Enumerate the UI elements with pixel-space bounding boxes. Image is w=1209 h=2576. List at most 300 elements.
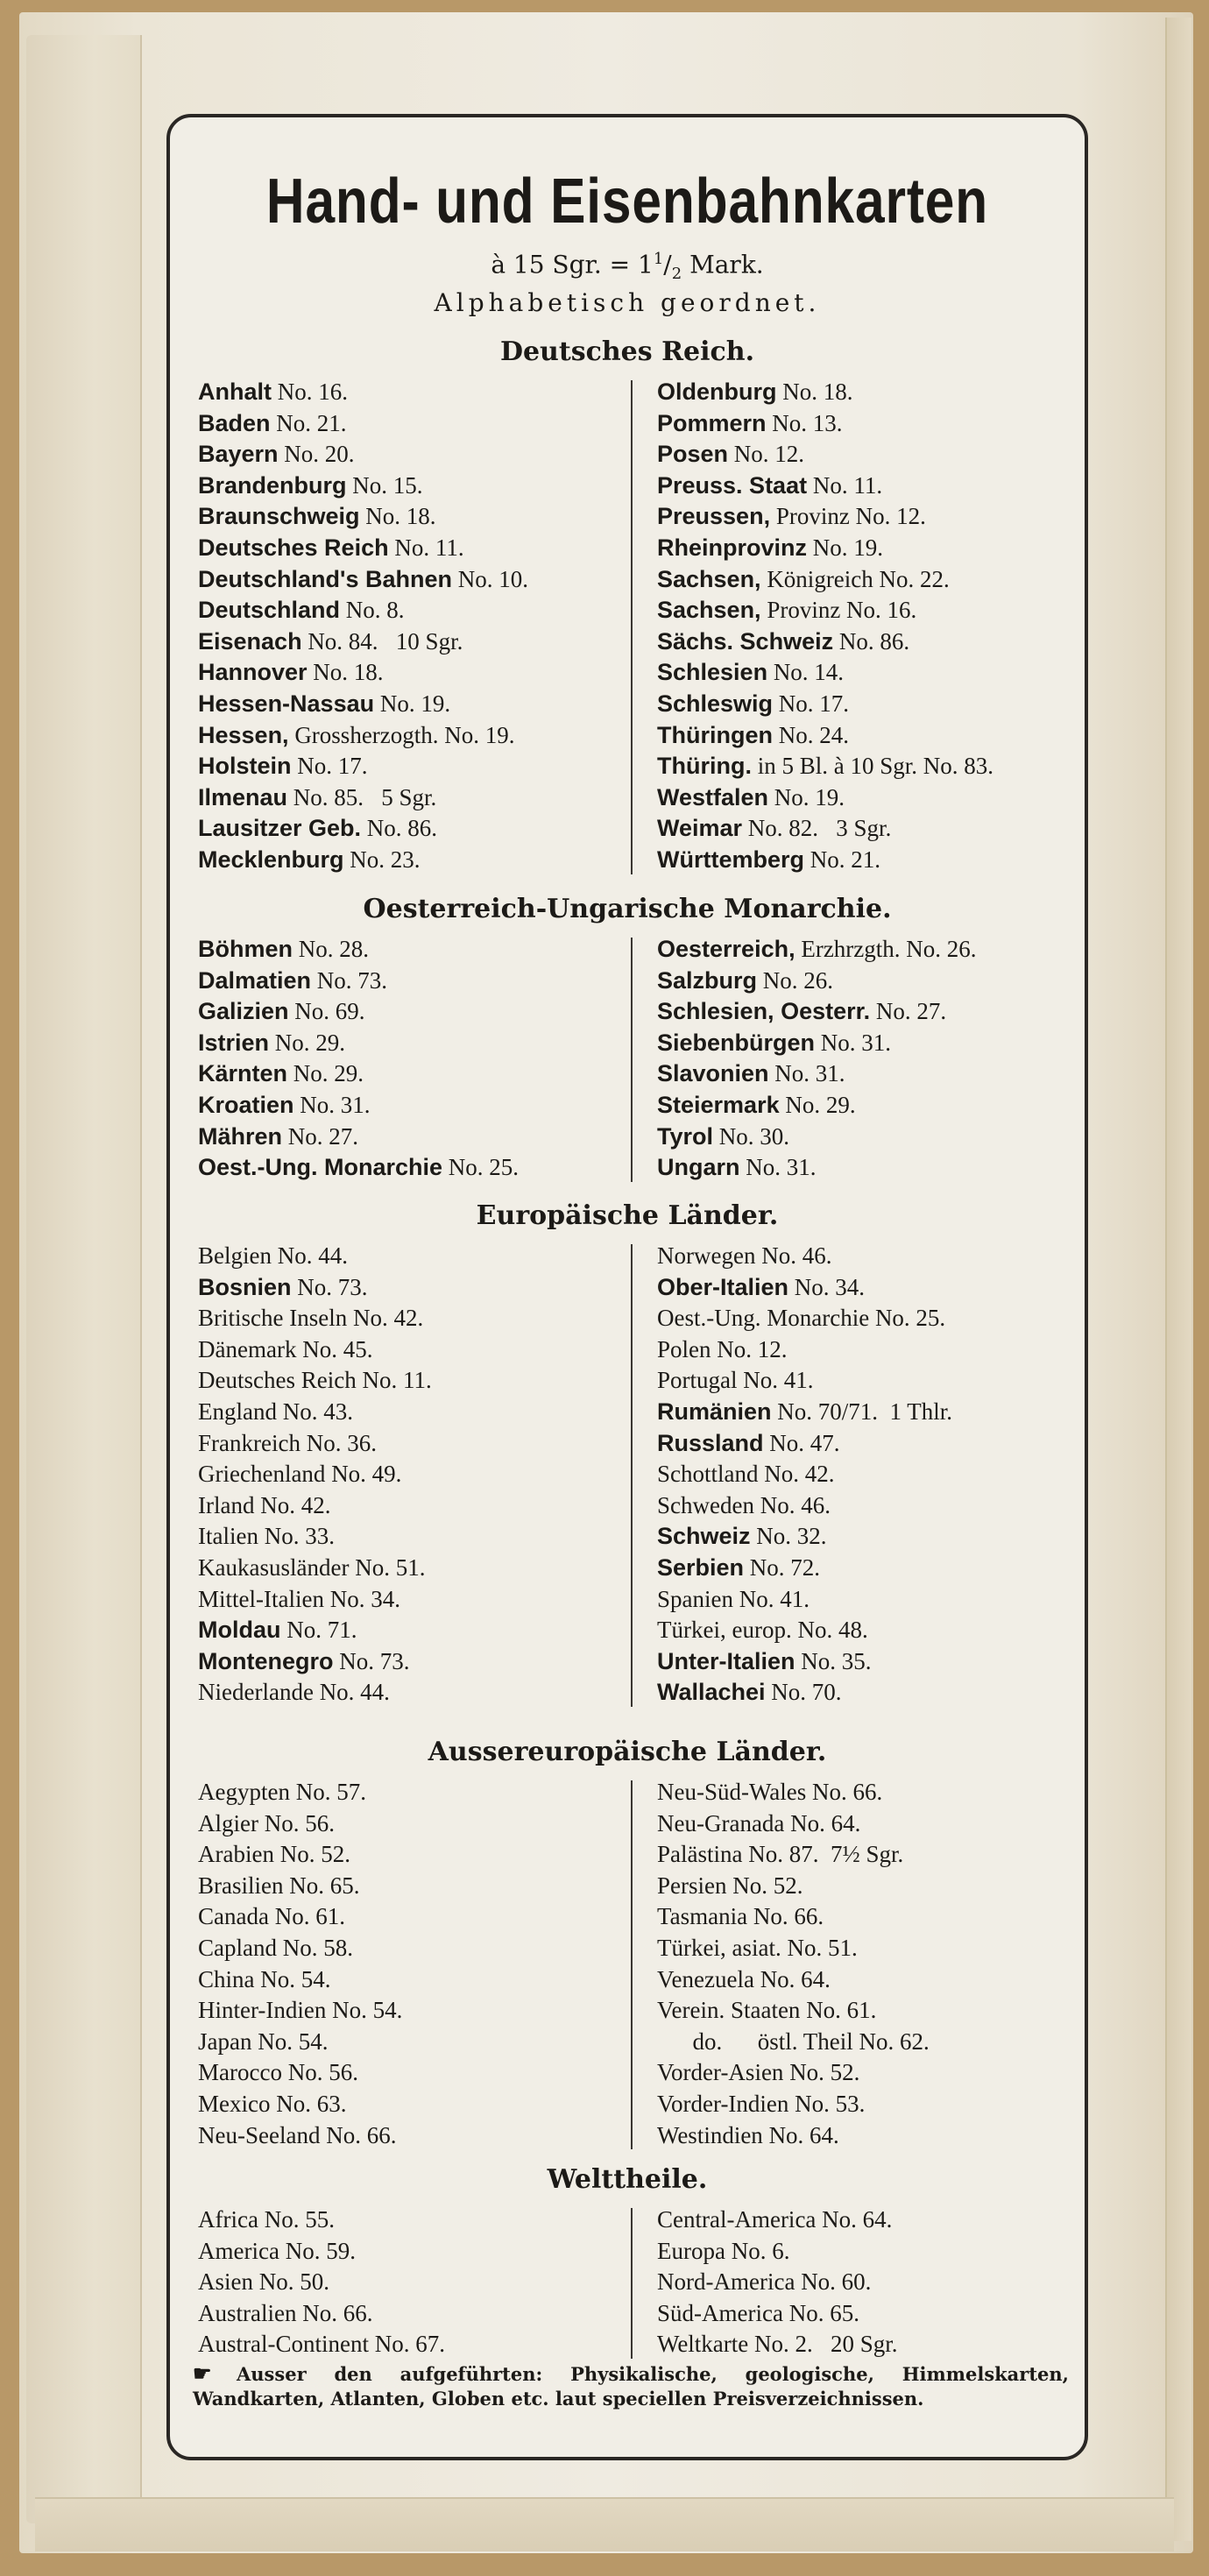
bottom-fold-flap [35, 2497, 1174, 2551]
map-number: No. 12. [728, 441, 805, 468]
map-name: Russland [657, 1429, 764, 1456]
list-item [198, 1272, 432, 1304]
list-item [657, 1303, 952, 1334]
map-number: No. 47. [763, 1429, 840, 1456]
map-name: Australien [198, 2299, 297, 2326]
map-number: No. 11. [807, 471, 883, 499]
list-item [198, 1871, 402, 1902]
list-item [657, 1459, 952, 1490]
map-name: Sachsen, [657, 597, 761, 624]
map-number: No. 86. [361, 815, 438, 842]
map-number: No. 23. [343, 846, 421, 873]
map-number: No. 25. [442, 1154, 520, 1181]
map-name: Neu-Seeland [198, 2121, 321, 2148]
map-name: Mittel-Italien [198, 1585, 324, 1612]
map-number: No. 32. [750, 1523, 827, 1550]
map-name: Tasmania [657, 1903, 748, 1930]
map-number: No. 31. [739, 1154, 817, 1181]
map-number: No. 73. [311, 966, 388, 994]
list-column-left [198, 1777, 402, 2151]
list-item [657, 408, 993, 440]
list-item [657, 377, 993, 408]
map-name: Westindien [657, 2121, 763, 2148]
map-name: Thüringen [657, 721, 773, 748]
map-number: No. 53. [788, 2090, 866, 2117]
map-name: Böhmen [198, 936, 293, 962]
map-number: No. 54. [326, 1997, 403, 2024]
list-item [657, 751, 993, 782]
map-name: Neu-Süd-Wales [657, 1779, 807, 1805]
map-number: Grossherzogth. No. 19. [288, 721, 515, 748]
map-number: No. 51. [349, 1553, 426, 1581]
map-name: Niederlande [198, 1679, 314, 1706]
map-number: No. 59. [279, 2237, 356, 2264]
map-number: No. 27. [870, 998, 947, 1025]
price-fraction-denominator: 2 [671, 264, 682, 283]
map-number: No. 82. 3 Sgr. [742, 815, 892, 842]
map-number: No. 19. [807, 534, 884, 561]
map-number: No. 45. [296, 1335, 373, 1362]
map-number: No. 14. [767, 659, 845, 686]
map-name: Lausitzer Geb. [198, 815, 362, 842]
map-number: No. 85. 5 Sgr. [287, 783, 437, 810]
map-number: No. 60. [795, 2268, 872, 2296]
map-number: No. 15. [346, 471, 423, 499]
list-item [198, 1839, 402, 1871]
map-name: England [198, 1398, 277, 1425]
map-number: No. 42. [758, 1461, 835, 1488]
map-name: Capland [198, 1934, 277, 1961]
map-name: China [198, 1965, 255, 1992]
list-item [198, 377, 528, 408]
map-name: Pommern [657, 409, 767, 436]
map-number: No. 70. [765, 1679, 842, 1706]
map-number: No. 30. [713, 1122, 790, 1150]
map-number: Provinz No. 12. [770, 503, 926, 530]
section-heading: Oesterreich-Ungarische Monarchie. [363, 894, 892, 924]
map-name: Unter-Italien [657, 1647, 795, 1674]
map-number: No. 54. [254, 1965, 331, 1992]
map-number: No. 21. [270, 409, 347, 436]
list-item [198, 1521, 432, 1553]
map-number: No. 16. [272, 379, 348, 405]
map-number: Provinz No. 16. [760, 597, 917, 624]
list-item [198, 1490, 432, 1522]
map-number: No. 50. [253, 2268, 329, 2296]
map-number: No. 44. [271, 1242, 348, 1269]
map-number: No. 35. [795, 1647, 872, 1674]
map-name: Hessen-Nassau [198, 690, 375, 717]
list-item [657, 439, 993, 471]
map-name: Weltkarte [657, 2331, 749, 2358]
list-item [198, 564, 528, 596]
map-name: Britische Inseln [198, 1305, 348, 1332]
list-item [657, 966, 977, 997]
map-number: asiat. No. 51. [725, 1934, 858, 1961]
map-name: Deutsches Reich [198, 1367, 357, 1394]
map-name: Hessen, [198, 721, 289, 748]
map-number: No. 17. [773, 690, 850, 717]
list-item [198, 1122, 519, 1153]
map-name: Norwegen [657, 1242, 756, 1269]
price-unit: Mark. [682, 250, 764, 280]
map-number: No. 19. [374, 690, 451, 717]
list-item [657, 1871, 930, 1902]
list-item [198, 1553, 432, 1584]
list-item [657, 2057, 930, 2089]
map-name: Mexico [198, 2090, 271, 2117]
map-name: Dalmatien [198, 966, 312, 994]
map-name: Asien [198, 2268, 253, 2296]
map-name: Weimar [657, 815, 743, 842]
map-number: No. 36. [300, 1429, 377, 1456]
map-name: Steiermark [657, 1091, 780, 1118]
map-name: Oest.-Ung. Monarchie [198, 1154, 443, 1181]
map-number: europ. No. 48. [725, 1617, 868, 1644]
map-name: Türkei, [657, 1934, 726, 1961]
map-name: Verein. Staaten [657, 1997, 801, 2024]
list-item [657, 1839, 930, 1871]
left-fold-flap [26, 35, 142, 2523]
map-name: Belgien [198, 1242, 272, 1269]
list-item [657, 1365, 952, 1397]
map-number: No. 29. [779, 1091, 856, 1118]
column-divider [631, 2208, 633, 2359]
map-name: Persien [657, 1872, 727, 1899]
list-item [198, 2267, 445, 2298]
map-name: Schweden [657, 1491, 754, 1518]
list-item [657, 1615, 952, 1646]
map-name: Anhalt [198, 379, 272, 405]
map-name: Preussen, [657, 503, 771, 530]
map-number: östl. Theil No. 62. [722, 2028, 930, 2055]
map-name: Aegypten [198, 1779, 290, 1805]
map-name: Brasilien [198, 1872, 284, 1899]
list-item [657, 2267, 898, 2298]
list-item [198, 782, 528, 814]
map-name: Sächs. Schweiz [657, 627, 834, 655]
map-number: No. 65. [283, 1872, 360, 1899]
map-name: Kärnten [198, 1060, 288, 1087]
map-number: Königreich No. 22. [760, 565, 950, 592]
list-column-left [198, 1241, 432, 1709]
list-item [657, 1272, 952, 1304]
map-name: America [198, 2237, 279, 2264]
map-number: No. 66. [747, 1903, 824, 1930]
right-fold-flap [1165, 18, 1191, 2541]
list-item [198, 1365, 432, 1397]
map-name: Hinter-Indien [198, 1997, 327, 2024]
map-name: Europa [657, 2237, 725, 2264]
list-item [198, 1901, 402, 1933]
map-name: Griechenland [198, 1461, 326, 1488]
list-item [657, 845, 993, 876]
map-name: Galizien [198, 998, 289, 1025]
map-number: No. 44. [313, 1679, 390, 1706]
list-item [657, 1553, 952, 1584]
section-heading: Deutsches Reich. [499, 336, 755, 367]
map-name: Dänemark [198, 1335, 297, 1362]
list-item [198, 2057, 402, 2089]
map-name: Siebenbürgen [657, 1029, 816, 1056]
map-number: No. 46. [753, 1491, 831, 1518]
list-column-right [657, 2204, 898, 2360]
map-name: Istrien [198, 1029, 270, 1056]
map-name: Irland [198, 1491, 255, 1518]
list-item [657, 934, 977, 966]
map-name: Spanien [657, 1585, 733, 1612]
map-number: No. 52. [783, 2059, 860, 2086]
map-number: No. 66. [806, 1779, 883, 1805]
map-name: Portugal [657, 1367, 738, 1394]
map-number: No. 18. [776, 379, 853, 405]
map-number: No. 63. [270, 2090, 347, 2117]
map-number: No. 11. [356, 1367, 432, 1394]
list-item [657, 2298, 898, 2330]
map-number: in 5 Bl. à 10 Sgr. No. 83. [751, 753, 993, 780]
map-number: No. 8. [340, 597, 405, 624]
map-number: No. 26. [757, 966, 834, 994]
map-name: Japan [198, 2028, 252, 2055]
list-item [657, 1521, 952, 1553]
map-name: Süd-America [657, 2299, 783, 2326]
list-item [198, 1777, 402, 1808]
list-item [198, 1028, 519, 1059]
map-name: Posen [657, 441, 729, 468]
map-name: Slavonien [657, 1060, 769, 1087]
map-number: No. 54. [251, 2028, 329, 2055]
list-item [198, 1459, 432, 1490]
map-number: No. 27. [282, 1122, 359, 1150]
map-number: No. 67. [368, 2331, 445, 2358]
list-item [657, 2236, 898, 2268]
map-name: Bayern [198, 441, 279, 468]
map-number: No. 34. [788, 1273, 866, 1300]
list-item [657, 1428, 952, 1460]
list-item [198, 501, 528, 533]
map-name: Deutsches Reich [198, 534, 389, 561]
list-item [198, 966, 519, 997]
map-number: No. 57. [289, 1779, 366, 1805]
map-number: No. 73. [291, 1273, 368, 1300]
map-name: Central-America [657, 2206, 817, 2233]
list-item [198, 1058, 519, 1090]
map-name: Neu-Granada [657, 1809, 785, 1836]
map-number: No. 73. [333, 1647, 410, 1674]
map-name: Wallachei [657, 1679, 766, 1706]
list-item [198, 1646, 432, 1678]
list-item [657, 782, 993, 814]
map-name: Rheinprovinz [657, 534, 808, 561]
map-number: No. 41. [737, 1367, 814, 1394]
map-number: No. 64. [816, 2206, 893, 2233]
map-number: No. 52. [726, 1872, 803, 1899]
map-name: Schottland [657, 1461, 759, 1488]
map-name: Austral-Continent [198, 2331, 369, 2358]
section-heading: Welttheile. [547, 2164, 708, 2195]
list-item [198, 1615, 432, 1646]
list-item [657, 657, 993, 689]
map-number: No. 10. [451, 565, 528, 592]
map-name: Vorder-Indien [657, 2090, 789, 2117]
map-number: No. 19. [768, 783, 845, 810]
map-number: No. 28. [293, 936, 369, 962]
map-number: No. 66. [320, 2121, 397, 2148]
map-name: Kaukasusländer [198, 1553, 350, 1581]
list-item [657, 1090, 977, 1122]
map-number: No. 72. [744, 1553, 821, 1581]
map-number: No. 64. [762, 2121, 839, 2148]
list-item [198, 934, 519, 966]
map-name: Venezuela [657, 1965, 754, 1992]
list-item [198, 439, 528, 471]
map-name: Deutschland's Bahnen [198, 565, 452, 592]
map-name: Brandenburg [198, 471, 347, 499]
map-name: Bosnien [198, 1273, 292, 1300]
map-number: No. 41. [733, 1585, 810, 1612]
map-name: Oest.-Ung. Monarchie [657, 1305, 870, 1332]
map-name: Frankreich [198, 1429, 300, 1456]
map-name: Palästina [657, 1841, 743, 1868]
map-number: No. 65. [782, 2299, 859, 2326]
map-number: No. 17. [291, 753, 368, 780]
list-item [198, 2027, 402, 2058]
map-name: Württemberg [657, 846, 804, 873]
map-number: No. 43. [276, 1398, 353, 1425]
column-divider [631, 1244, 633, 1707]
list-item [198, 1303, 432, 1334]
list-item [657, 1933, 930, 1964]
map-name: Oldenburg [657, 379, 777, 405]
map-number: No. 52. [273, 1841, 350, 1868]
map-name: Preuss. Staat [657, 471, 808, 499]
price-text: à 15 Sgr. = 1 [491, 250, 654, 280]
map-name: Sachsen, [657, 565, 761, 592]
list-item [657, 996, 977, 1028]
list-item [198, 626, 528, 658]
list-column-left [198, 934, 519, 1184]
map-number: No. 64. [784, 1809, 861, 1836]
list-column-right [657, 934, 977, 1184]
map-number: Erzhrzgth. No. 26. [795, 936, 977, 962]
map-number: No. 31. [768, 1060, 845, 1087]
map-number: No. 61. [268, 1903, 345, 1930]
map-number: No. 31. [815, 1029, 892, 1056]
list-item [657, 2329, 898, 2360]
list-column-right [657, 377, 993, 876]
map-number: No. 42. [254, 1491, 331, 1518]
list-item [657, 2204, 898, 2236]
list-item [657, 1334, 952, 1366]
map-number: No. 66. [296, 2299, 373, 2326]
map-name: Rumänien [657, 1398, 772, 1425]
list-item [198, 1090, 519, 1122]
map-name: Holstein [198, 753, 292, 780]
list-item [198, 845, 528, 876]
map-number: No. 70/71. 1 Thlr. [771, 1398, 953, 1425]
list-item [657, 1646, 952, 1678]
map-name: Deutschland [198, 597, 341, 624]
map-name: Serbien [657, 1553, 745, 1581]
map-number: No. 20. [278, 441, 355, 468]
list-item [198, 1152, 519, 1184]
map-name: Oesterreich, [657, 936, 795, 962]
map-number: No. 55. [258, 2206, 335, 2233]
map-name: Nord-America [657, 2268, 795, 2296]
list-item [657, 564, 993, 596]
map-name: Arabien [198, 1841, 274, 1868]
list-item [198, 471, 528, 502]
column-divider [631, 938, 633, 1182]
map-number: No. 13. [766, 409, 843, 436]
list-column-left [198, 377, 528, 876]
map-number: No. 34. [323, 1585, 400, 1612]
map-name: Italien [198, 1523, 258, 1550]
list-item [657, 595, 993, 626]
list-item [657, 1777, 930, 1808]
list-item [198, 751, 528, 782]
list-item [198, 408, 528, 440]
list-item [657, 1964, 930, 1996]
list-item [657, 2120, 930, 2152]
map-name: Mähren [198, 1122, 283, 1150]
list-item [198, 1334, 432, 1366]
map-name: Canada [198, 1903, 269, 1930]
map-name: Ilmenau [198, 783, 288, 810]
map-number: No. 11. [388, 534, 464, 561]
list-item [657, 533, 993, 564]
list-item [657, 1995, 930, 2027]
list-item [657, 720, 993, 752]
map-number: No. 56. [258, 1809, 335, 1836]
price-fraction-numerator: 1 [653, 250, 664, 268]
list-item [198, 1428, 432, 1460]
map-name: Ungarn [657, 1154, 740, 1181]
map-name: Marocco [198, 2059, 282, 2086]
footer-text: Ausser den aufgeführten: Physikalische, geologische, Himmelskarten, Wandkarten, Atlanten, Globen etc. laut speciellen Preisverzeichnissen. [193, 2363, 1069, 2410]
list-item [657, 626, 993, 658]
map-number: No. 46. [755, 1242, 832, 1269]
subtitle: Alphabetisch geordnet. [434, 288, 821, 317]
map-number: No. 87. 7½ Sgr. [742, 1841, 904, 1868]
list-item [198, 2329, 445, 2360]
list-item [198, 813, 528, 845]
price-line: à 15 Sgr. = $1^1/_2$ Mark. [491, 250, 764, 283]
list-item [657, 1677, 952, 1709]
list-item [198, 1808, 402, 1840]
map-number: No. 24. [772, 721, 849, 748]
list-item [198, 2089, 402, 2120]
list-item [198, 720, 528, 752]
map-name: Montenegro [198, 1647, 334, 1674]
list-item [198, 1677, 432, 1709]
map-name: Schlesien, Oesterr. [657, 998, 871, 1025]
map-number: No. 49. [325, 1461, 402, 1488]
map-name: Baden [198, 409, 271, 436]
list-item [198, 2236, 445, 2268]
map-number: No. 29. [287, 1060, 364, 1087]
map-number: No. 69. [288, 998, 365, 1025]
list-item [657, 471, 993, 502]
list-item [198, 689, 528, 720]
page-title: Hand- und Eisenbahnkarten [265, 166, 989, 237]
map-number: No. 71. [280, 1617, 357, 1644]
map-name: Schlesien [657, 659, 768, 686]
list-item [657, 1152, 977, 1184]
map-name: Ober-Italien [657, 1273, 789, 1300]
list-item [657, 1584, 952, 1616]
list-item [198, 2298, 445, 2330]
